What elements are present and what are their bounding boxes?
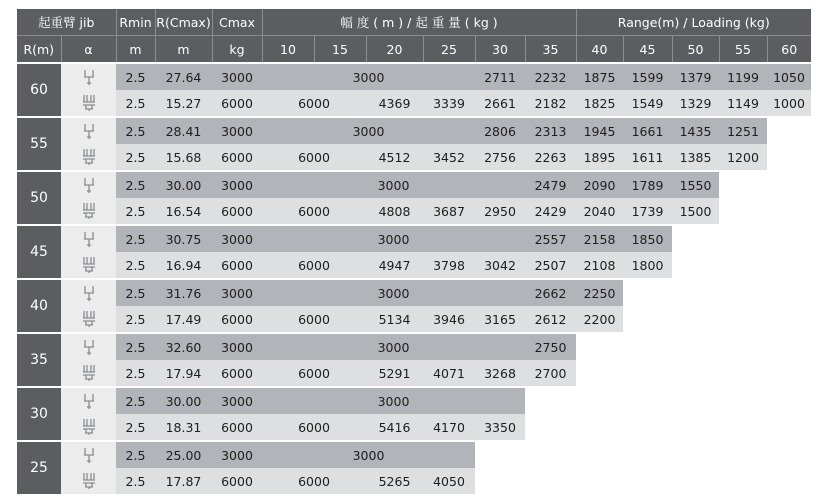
range-50-header: 50 [672,36,719,64]
cmax-cell: 3000 [212,117,262,144]
table-body [17,63,811,494]
rcmax-cell: 30.75 [155,225,212,252]
header-row-2 [17,36,811,64]
load-30-cell: 2711 [475,63,525,90]
hook-cell [61,414,116,441]
empty-cell [719,468,767,494]
unit-header: R(m) [17,36,61,64]
load-table [17,9,811,494]
load-mid-cell: 3000 [262,63,475,90]
rcmax-cell: 17.94 [155,360,212,387]
rmin-cell: 2.5 [116,225,155,252]
empty-cell [767,333,811,360]
table-row [17,63,811,90]
load-35-cell: 2507 [525,252,576,279]
load-55-cell: 1199 [719,63,767,90]
empty-cell [623,468,672,494]
rmin-cell: 2.5 [116,306,155,333]
hook-cell [61,306,116,333]
cmax-cell: 6000 [212,360,262,387]
load-20-cell: 4369 [366,90,423,117]
table-row [17,171,811,198]
table-row [17,117,811,144]
load-30-cell: 3042 [475,252,525,279]
rmin-cell: 2.5 [116,63,155,90]
empty-cell [672,279,719,306]
empty-cell [767,279,811,306]
empty-cell [719,387,767,414]
unit-header: m [155,36,212,64]
load-10-15-cell: 6000 [262,306,366,333]
empty-cell [719,360,767,387]
table-row [17,414,811,441]
empty-cell [719,225,767,252]
empty-cell [719,198,767,225]
double-hook-icon [81,202,97,220]
load-35-cell: 2313 [525,117,576,144]
cmax-cell: 3000 [212,225,262,252]
load-30-cell: 2661 [475,90,525,117]
empty-cell [672,468,719,494]
double-hook-icon [81,472,97,490]
load-35-cell: 2232 [525,63,576,90]
load-30-cell: 2950 [475,198,525,225]
load-30-cell: 2806 [475,117,525,144]
empty-cell [672,387,719,414]
load-45-cell: 1739 [623,198,672,225]
empty-cell [719,414,767,441]
unit-header: m [116,36,155,64]
load-55-cell: 1149 [719,90,767,117]
empty-cell [719,441,767,468]
range-25-header: 25 [423,36,475,64]
load-35-cell: 2662 [525,279,576,306]
cmax-header [212,9,262,36]
rmin-cell: 2.5 [116,90,155,117]
rmin-header-sub: min [128,14,152,30]
rcmax-cell: 30.00 [155,171,212,198]
empty-cell [672,225,719,252]
load-45-cell: 1850 [623,225,672,252]
rmin-cell: 2.5 [116,387,155,414]
load-20-cell: 5265 [366,468,423,494]
cmax-cell: 6000 [212,198,262,225]
load-40-cell: 2108 [576,252,623,279]
jib-radius-cell: 35 [17,333,61,387]
rcmax-cell: 32.60 [155,333,212,360]
empty-cell [576,360,623,387]
empty-cell [767,441,811,468]
load-35-cell: 2750 [525,333,576,360]
empty-cell [525,414,576,441]
empty-cell [576,414,623,441]
rmin-cell: 2.5 [116,468,155,494]
empty-cell [767,252,811,279]
hook-cell [61,333,116,360]
jib-radius-cell: 55 [17,117,61,171]
single-hook-icon [81,338,97,356]
table-row [17,360,811,387]
load-60-cell: 1050 [767,63,811,90]
load-mid-cell: 3000 [262,225,525,252]
rmin-cell: 2.5 [116,198,155,225]
rcmax-cell: 16.94 [155,252,212,279]
cmax-cell: 6000 [212,144,262,171]
load-35-cell: 2479 [525,171,576,198]
empty-cell [623,360,672,387]
empty-cell [623,333,672,360]
unit-header: α [61,36,116,64]
empty-cell [623,279,672,306]
load-20-cell: 5134 [366,306,423,333]
load-25-cell: 3687 [423,198,475,225]
table-row [17,468,811,494]
unit-header: kg [212,36,262,64]
load-20-cell: 4808 [366,198,423,225]
range-40-header: 40 [576,36,623,64]
load-mid-cell: 3000 [262,441,475,468]
range-header-en: Range(m) / Loading (kg) [576,9,811,36]
empty-cell [576,387,623,414]
load-55-cell: 1200 [719,144,767,171]
double-hook-icon [81,256,97,274]
jib-radius-cell: 25 [17,441,61,494]
hook-cell [61,387,116,414]
double-hook-icon [81,94,97,112]
empty-cell [623,414,672,441]
load-10-15-cell: 6000 [262,414,366,441]
load-50-cell: 1329 [672,90,719,117]
load-60-cell: 1000 [767,90,811,117]
load-10-15-cell: 6000 [262,252,366,279]
hook-cell [61,225,116,252]
jib-radius-cell: 40 [17,279,61,333]
rcmax-cell: 15.68 [155,144,212,171]
cmax-cell: 6000 [212,414,262,441]
hook-cell [61,360,116,387]
rmin-header [116,9,155,36]
load-30-cell: 3350 [475,414,525,441]
empty-cell [767,117,811,144]
rmin-cell: 2.5 [116,252,155,279]
single-hook-icon [81,176,97,194]
cmax-cell: 3000 [212,441,262,468]
hook-cell [61,279,116,306]
load-45-cell: 1599 [623,63,672,90]
empty-cell [672,441,719,468]
load-45-cell: 1800 [623,252,672,279]
load-35-cell: 2263 [525,144,576,171]
load-50-cell: 1379 [672,63,719,90]
hook-cell [61,468,116,494]
cmax-cell: 3000 [212,387,262,414]
load-40-cell: 2040 [576,198,623,225]
rcmax-header-sub: max [178,14,206,30]
table-row [17,279,811,306]
load-10-15-cell: 6000 [262,144,366,171]
cmax-cell: 6000 [212,468,262,494]
rcmax-cell: 17.49 [155,306,212,333]
jib-radius-cell: 50 [17,171,61,225]
rmin-cell: 2.5 [116,414,155,441]
load-35-cell: 2700 [525,360,576,387]
table-row [17,333,811,360]
hook-cell [61,252,116,279]
rcmax-cell: 15.27 [155,90,212,117]
load-25-cell: 3339 [423,90,475,117]
cmax-cell: 6000 [212,306,262,333]
empty-cell [767,198,811,225]
empty-cell [623,387,672,414]
hook-cell [61,198,116,225]
jib-radius-cell: 30 [17,387,61,441]
empty-cell [719,333,767,360]
single-hook-icon [81,68,97,86]
load-25-cell: 3452 [423,144,475,171]
empty-cell [767,144,811,171]
rmin-cell: 2.5 [116,333,155,360]
single-hook-icon [81,392,97,410]
double-hook-icon [81,418,97,436]
load-50-cell: 1435 [672,117,719,144]
load-50-cell: 1500 [672,198,719,225]
empty-cell [672,414,719,441]
rcmax-cell: 27.64 [155,63,212,90]
load-mid-cell: 3000 [262,117,475,144]
load-25-cell: 4050 [423,468,475,494]
rcmax-cell: 18.31 [155,414,212,441]
cmax-cell: 6000 [212,90,262,117]
load-mid-cell: 3000 [262,279,525,306]
empty-cell [576,468,623,494]
empty-cell [525,387,576,414]
hook-cell [61,441,116,468]
rcmax-cell: 30.00 [155,387,212,414]
load-40-cell: 2200 [576,306,623,333]
load-40-cell: 1875 [576,63,623,90]
rmin-cell: 2.5 [116,441,155,468]
empty-cell [475,468,525,494]
single-hook-icon [81,446,97,464]
load-mid-cell: 3000 [262,333,525,360]
double-hook-icon [81,148,97,166]
jib-radius-cell: 45 [17,225,61,279]
single-hook-icon [81,122,97,140]
empty-cell [767,360,811,387]
load-mid-cell: 3000 [262,387,525,414]
range-45-header: 45 [623,36,672,64]
hook-cell [61,171,116,198]
load-40-cell: 1945 [576,117,623,144]
empty-cell [623,306,672,333]
rcmax-header-end: ) [205,14,211,30]
load-25-cell: 3798 [423,252,475,279]
empty-cell [767,414,811,441]
empty-cell [767,306,811,333]
rcmax-cell: 25.00 [155,441,212,468]
table-row [17,387,811,414]
load-25-cell: 4170 [423,414,475,441]
load-35-cell: 2182 [525,90,576,117]
empty-cell [767,468,811,494]
range-30-header: 30 [475,36,525,64]
rmin-cell: 2.5 [116,171,155,198]
range-15-header: 15 [314,36,366,64]
rmin-cell: 2.5 [116,360,155,387]
load-10-15-cell: 6000 [262,198,366,225]
hook-cell [61,117,116,144]
jib-header: 起重臂 jib [17,9,116,36]
empty-cell [525,468,576,494]
range-header-cn: 幅 度 ( m ) / 起 重 量 ( kg ) [262,9,576,36]
empty-cell [623,441,672,468]
double-hook-icon [81,310,97,328]
load-50-cell: 1550 [672,171,719,198]
load-20-cell: 5416 [366,414,423,441]
load-45-cell: 1661 [623,117,672,144]
table-row [17,144,811,171]
load-55-cell: 1251 [719,117,767,144]
hook-cell [61,90,116,117]
table-row [17,90,811,117]
header-row-1 [17,9,811,36]
cmax-cell: 6000 [212,252,262,279]
load-20-cell: 4512 [366,144,423,171]
load-45-cell: 1789 [623,171,672,198]
load-10-15-cell: 6000 [262,468,366,494]
empty-cell [672,306,719,333]
rcmax-cell: 17.87 [155,468,212,494]
empty-cell [576,333,623,360]
cmax-cell: 3000 [212,279,262,306]
range-20-header: 20 [366,36,423,64]
table-row [17,198,811,225]
rmin-header-main: R [119,14,129,30]
load-40-cell: 2158 [576,225,623,252]
load-50-cell: 1385 [672,144,719,171]
load-40-cell: 1895 [576,144,623,171]
load-25-cell: 3946 [423,306,475,333]
range-55-header: 55 [719,36,767,64]
empty-cell [719,306,767,333]
empty-cell [767,225,811,252]
cmax-header-main: C [219,14,228,30]
load-40-cell: 1825 [576,90,623,117]
load-25-cell: 4071 [423,360,475,387]
load-30-cell: 3165 [475,306,525,333]
empty-cell [475,441,525,468]
cmax-cell: 3000 [212,63,262,90]
empty-cell [672,252,719,279]
empty-cell [719,252,767,279]
rcmax-cell: 31.76 [155,279,212,306]
load-40-cell: 2090 [576,171,623,198]
load-20-cell: 4947 [366,252,423,279]
rcmax-header [155,9,212,36]
load-mid-cell: 3000 [262,171,525,198]
range-60-header: 60 [767,36,811,64]
single-hook-icon [81,230,97,248]
empty-cell [719,279,767,306]
load-35-cell: 2557 [525,225,576,252]
load-30-cell: 3268 [475,360,525,387]
load-35-cell: 2429 [525,198,576,225]
rmin-cell: 2.5 [116,117,155,144]
rcmax-cell: 28.41 [155,117,212,144]
load-45-cell: 1549 [623,90,672,117]
cmax-cell: 3000 [212,333,262,360]
rmin-cell: 2.5 [116,279,155,306]
rcmax-cell: 16.54 [155,198,212,225]
rcmax-header-main: R(C [156,14,179,30]
cmax-header-sub: max [227,14,255,30]
empty-cell [719,171,767,198]
single-hook-icon [81,284,97,302]
table-row [17,441,811,468]
load-10-15-cell: 6000 [262,90,366,117]
table-row [17,252,811,279]
range-35-header: 35 [525,36,576,64]
hook-cell [61,63,116,90]
load-40-cell: 2250 [576,279,623,306]
load-45-cell: 1611 [623,144,672,171]
double-hook-icon [81,364,97,382]
empty-cell [525,441,576,468]
empty-cell [767,387,811,414]
jib-radius-cell: 60 [17,63,61,117]
load-20-cell: 5291 [366,360,423,387]
range-10-header: 10 [262,36,314,64]
load-30-cell: 2756 [475,144,525,171]
table-row [17,306,811,333]
empty-cell [672,360,719,387]
empty-cell [576,441,623,468]
load-10-15-cell: 6000 [262,360,366,387]
load-35-cell: 2612 [525,306,576,333]
empty-cell [672,333,719,360]
empty-cell [767,171,811,198]
hook-cell [61,144,116,171]
rmin-cell: 2.5 [116,144,155,171]
table-row [17,225,811,252]
cmax-cell: 3000 [212,171,262,198]
